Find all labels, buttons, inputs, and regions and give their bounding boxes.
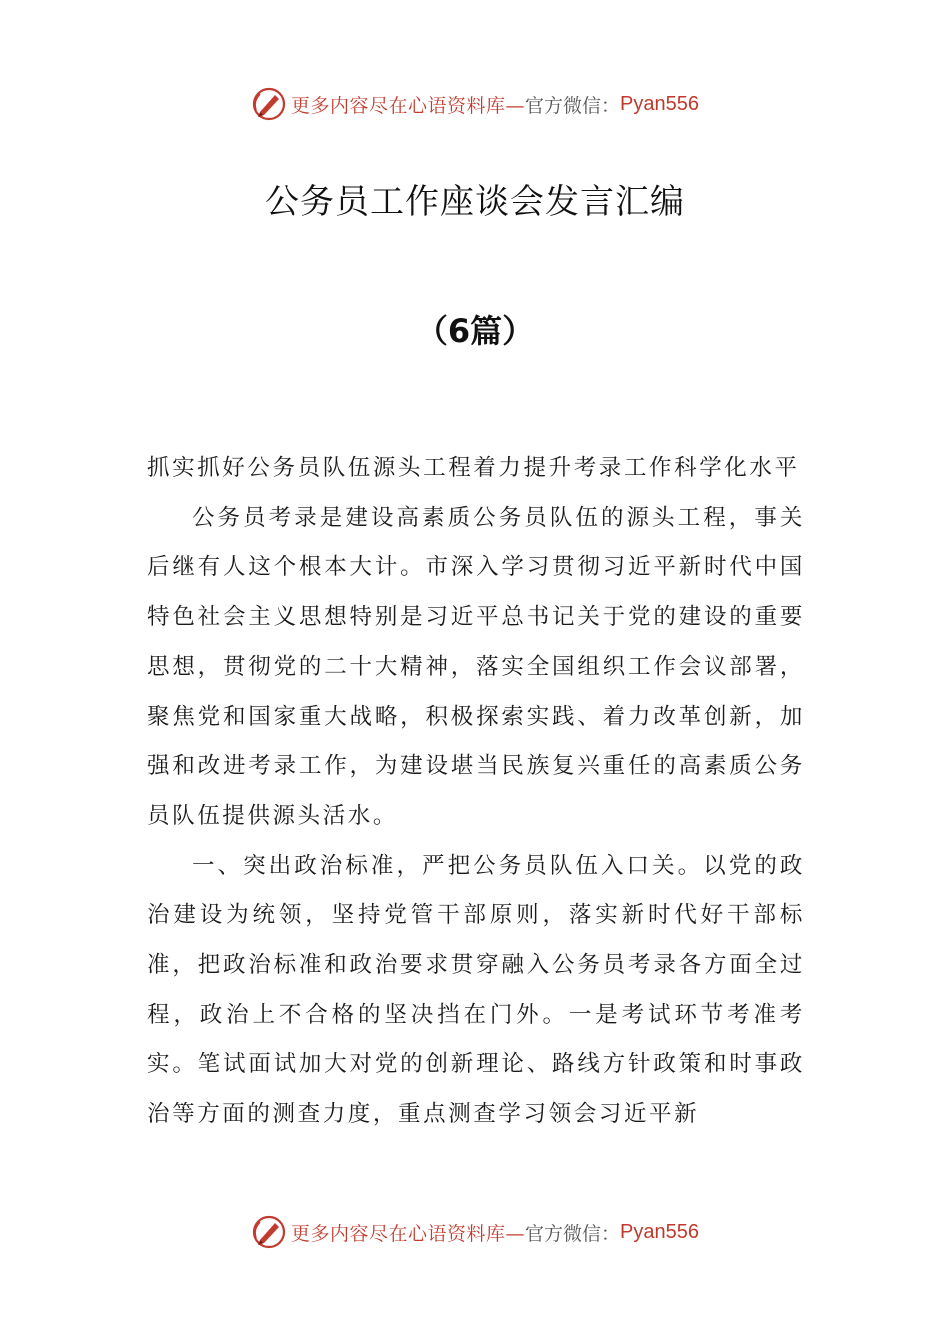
footer-banner: [0, 1212, 950, 1252]
section-heading: 抓实抓好公务员队伍源头工程着力提升考录工作科学化水平: [147, 455, 800, 481]
paragraph: 一、突出政治标准，严把公务员队伍入口关。以党的政治建设为统领，坚持党管干部原则，落实新时代好干部标准，把政治标准和政治要求贯穿融入公务员考录各方面全过程，政治上不合格的坚决挡在门外。一是考试环节考准考实。笔试面试加大对党的创新理论、路线方针政策和时事政治等方面的测查力度，重点测查学习领会习近平新: [147, 852, 805, 1128]
pen-logo-icon: [251, 86, 287, 122]
banner-text: 更多内容尽在心语资料库—: [291, 94, 526, 117]
document-body: [147, 444, 805, 1140]
banner-wechat-id: Pyan556: [620, 1220, 699, 1243]
document-title: 公务员工作座谈会发言汇编: [265, 182, 685, 222]
banner-wechat-label: 官方微信：: [525, 94, 621, 117]
banner-wechat-label: 官方微信：: [525, 1222, 621, 1245]
pen-logo-icon: [251, 1214, 287, 1250]
paragraph: 公务员考录是建设高素质公务员队伍的源头工程，事关后继有人这个根本大计。市深入学习贯彻习近平新时代中国特色社会主义思想特别是习近平总书记关于党的建设的重要思想，贯彻党的二十大精神，落实全国组织工作会议部署，聚焦党和国家重大战略，积极探索实践、着力改革创新，加强和改进考录工作，为建设堪当民族复兴重任的高素质公务员队伍提供源头活水。: [147, 504, 805, 829]
banner-text: 更多内容尽在心语资料库—: [291, 1222, 526, 1245]
document-subtitle: （6篇）: [415, 312, 535, 350]
header-banner: [0, 84, 950, 124]
banner-wechat-id: Pyan556: [620, 92, 699, 115]
